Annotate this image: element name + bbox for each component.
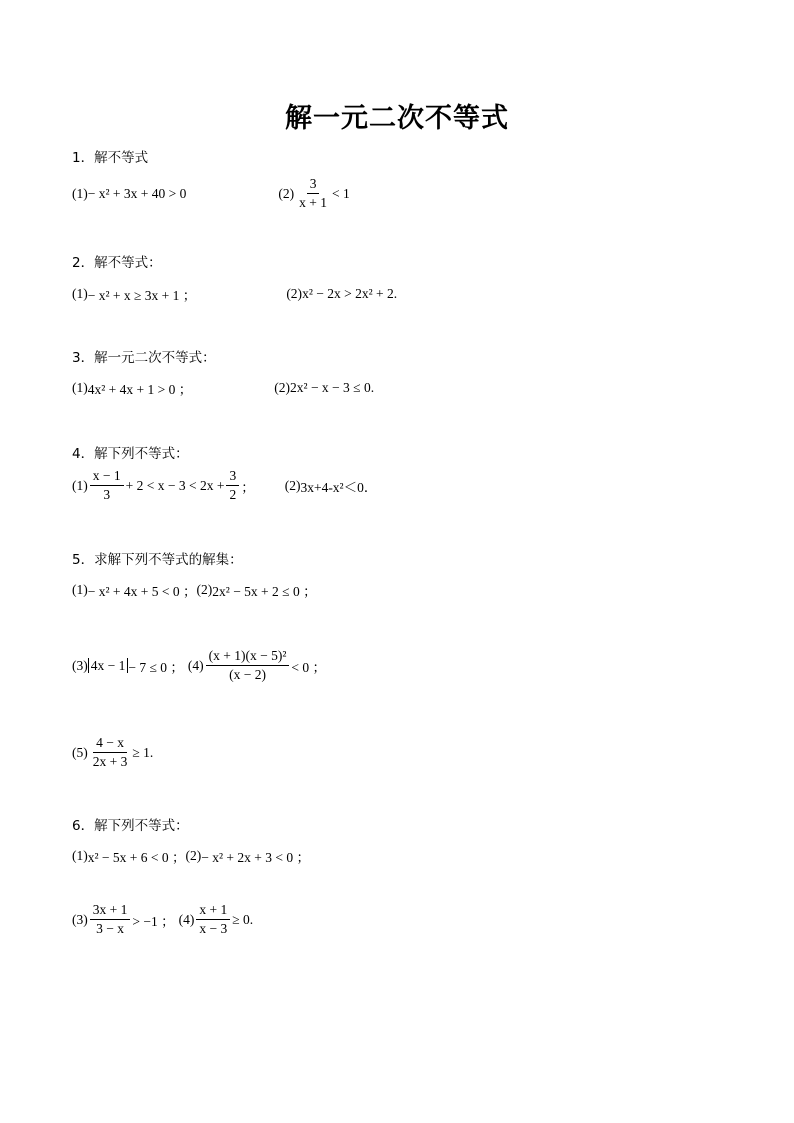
q6-part-4 <box>179 902 254 937</box>
q4-part-2 <box>285 476 378 496</box>
q6-part-2-expr: − x² + 2x + 3 < 0 ； <box>201 850 311 865</box>
q5-part-4-rhs: < 0 ； <box>291 659 327 675</box>
q5-part-1-label: (1) <box>72 582 88 597</box>
q6-part-4-fraction <box>196 902 230 937</box>
q1-part-2-label: (2) <box>278 185 295 201</box>
question-4-line <box>72 468 377 503</box>
q1-part-1-label: (1) <box>72 185 88 201</box>
q3-part-1 <box>72 378 192 398</box>
q5-part-5 <box>72 735 153 770</box>
q2-part-1-expr: − x² + x ≥ 3x + 1 ； <box>87 288 197 303</box>
q5-part-4 <box>188 648 326 683</box>
question-5-line-3 <box>72 735 153 770</box>
fraction-denominator: 3 <box>103 487 111 502</box>
fraction-denominator: 2 <box>229 487 237 502</box>
fraction-numerator: (x + 1)(x − 5)² <box>206 648 290 666</box>
q3-part-1-label: (1) <box>72 380 88 395</box>
q1-part-2-fraction <box>296 176 330 211</box>
fraction-numerator: 3 <box>226 468 239 486</box>
q3-part-2-expr: 2x² − x − 3 ≤ 0. <box>290 380 375 395</box>
fraction-numerator: 3x + 1 <box>90 902 131 920</box>
q2-part-2 <box>286 286 397 302</box>
q5-part-1 <box>72 580 197 600</box>
question-4-label: 4．解下列不等式： <box>72 446 189 462</box>
q5-part-4-fraction <box>206 648 290 683</box>
q5-part-3 <box>72 656 184 676</box>
fraction-denominator: 3 − x <box>96 921 124 936</box>
fraction-denominator: (x − 2) <box>229 667 266 682</box>
fraction-numerator: x − 1 <box>90 468 124 486</box>
q6-part-1-label: (1) <box>72 848 88 863</box>
q1-part-2 <box>278 176 349 211</box>
q6-part-3-label: (3) <box>72 911 88 927</box>
q5-part-2-label: (2) <box>196 582 213 597</box>
q6-part-3-fraction <box>90 902 131 937</box>
absolute-value: 4x − 1 <box>88 658 129 673</box>
q4-part-1-fraction-left <box>90 468 124 503</box>
q1-part-2-rhs: < 1 <box>332 185 350 201</box>
question-2-line <box>72 284 397 304</box>
q6-part-3 <box>72 902 175 937</box>
q4-part-1-label: (1) <box>72 477 88 493</box>
q4-part-2-label: (2) <box>284 477 301 493</box>
q5-part-5-rhs: ≥ 1. <box>132 744 154 760</box>
fraction-numerator: x + 1 <box>196 902 230 920</box>
q5-part-1-expr: − x² + 4x + 5 < 0 ； <box>87 584 197 599</box>
q5-part-5-fraction <box>90 735 131 770</box>
q3-part-2 <box>274 380 374 396</box>
q6-part-1-expr: x² − 5x + 6 < 0 ； <box>87 850 186 865</box>
question-3-line <box>72 378 374 398</box>
question-5-line-2 <box>72 648 326 683</box>
q6-part-2-label: (2) <box>185 848 202 863</box>
question-1-line <box>72 176 350 211</box>
q1-part-1 <box>72 186 186 202</box>
q5-part-4-label: (4) <box>187 657 204 673</box>
fraction-denominator: x + 1 <box>299 195 328 210</box>
page-title: 解一元二次不等式 <box>285 103 509 134</box>
question-5-line-1 <box>72 580 317 600</box>
q2-part-2-label: (2) <box>286 286 303 301</box>
q5-part-5-label: (5) <box>72 744 88 760</box>
q1-part-1-expr: − x² + 3x + 40 > 0 <box>87 185 187 201</box>
question-3-label: 3．解一元二次不等式： <box>72 350 216 366</box>
q6-part-4-rhs: ≥ 0. <box>232 911 254 927</box>
q4-part-1-fraction-right <box>226 468 239 503</box>
q4-part-1-middle: + 2 < x − 3 < 2x + <box>125 477 225 493</box>
q4-part-1-end: ； <box>241 479 255 495</box>
question-6-label: 6．解下列不等式： <box>72 818 189 834</box>
q6-part-3-rhs: > −1 ； <box>132 913 175 929</box>
q3-part-2-label: (2) <box>274 380 291 395</box>
q5-part-2-expr: 2x² − 5x + 2 ≤ 0 ； <box>212 584 317 599</box>
question-1-label: 1．解不等式 <box>72 150 149 166</box>
q5-part-3-label: (3) <box>72 657 88 673</box>
q4-part-2-expr: 3x+4-x²＜0． <box>300 479 378 495</box>
q2-part-2-expr: x² − 2x > 2x² + 2. <box>302 286 398 301</box>
q2-part-1 <box>72 284 196 304</box>
fraction-denominator: 2x + 3 <box>92 754 128 769</box>
question-6-line-1 <box>72 846 310 866</box>
q5-part-3-rest: − 7 ≤ 0 ； <box>128 659 184 675</box>
question-5-label: 5．求解下列不等式的解集： <box>72 552 243 568</box>
q6-part-2 <box>186 846 311 866</box>
q6-part-1 <box>72 846 186 866</box>
q4-part-1 <box>72 468 255 503</box>
q3-part-1-expr: 4x² + 4x + 1 > 0 ； <box>87 382 193 397</box>
q5-part-2 <box>197 580 317 600</box>
fraction-numerator: 4 − x <box>93 735 127 753</box>
q2-part-1-label: (1) <box>72 286 88 301</box>
fraction-denominator: x − 3 <box>199 921 228 936</box>
q6-part-4-label: (4) <box>178 911 195 927</box>
fraction-numerator: 3 <box>307 176 320 194</box>
question-2-label: 2．解不等式： <box>72 255 162 271</box>
question-6-line-2 <box>72 902 253 937</box>
